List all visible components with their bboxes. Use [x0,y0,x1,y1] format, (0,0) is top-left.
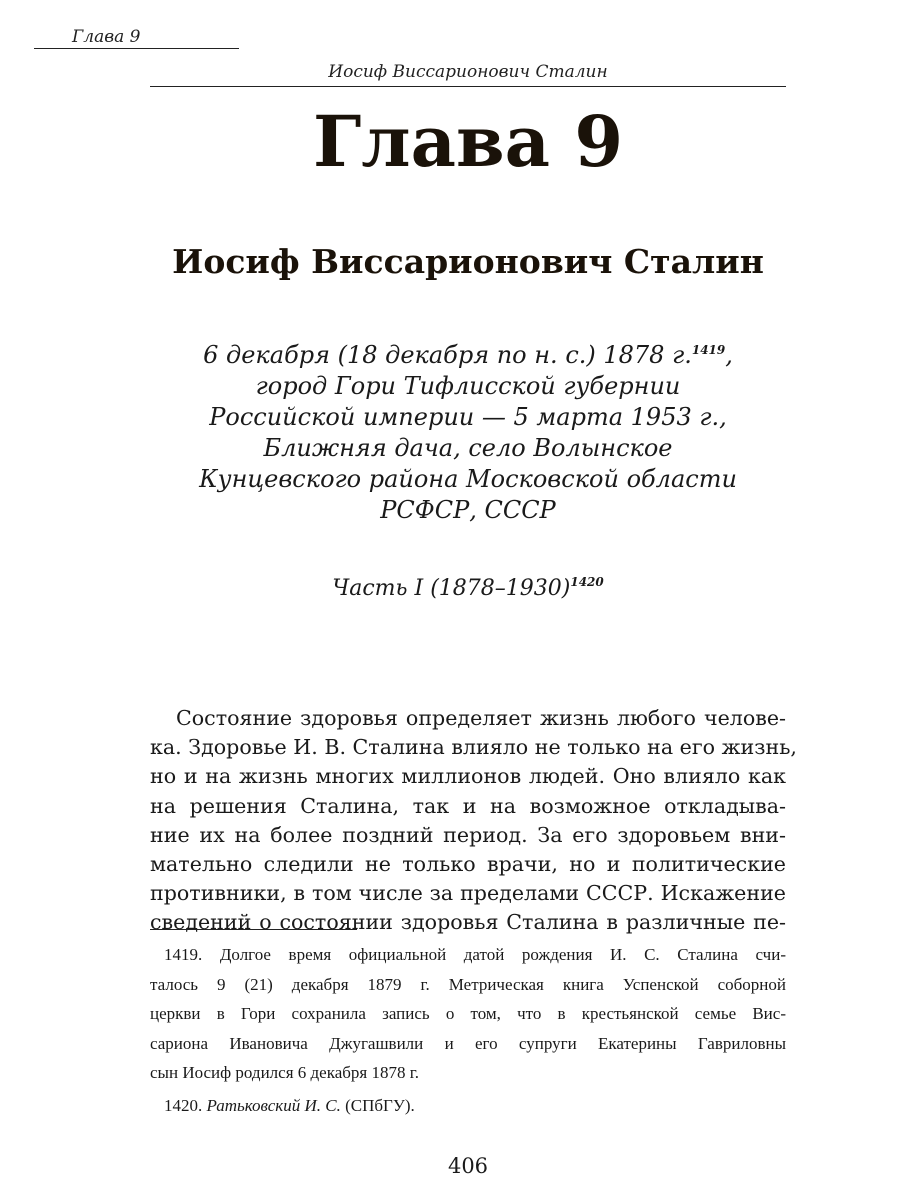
body-line: сведений о состоянии здоровья Сталина в различные пе- [150,910,786,935]
body-line: мательно следили не только врачи, но и политические [150,851,786,876]
footnote-1420: 1420. Ратьковский И. С. (СПбГУ). [164,1095,415,1115]
body-line: противники, в том числе за пределами СССР. Искажение [150,881,786,906]
footnote-line: талось 9 (21) декабря 1879 г. Метрическая книга Успенской соборной [150,974,786,994]
footnote-line: сын Иосиф родился 6 декабря 1878 г. [150,1063,420,1082]
chapter-subtitle-name: Иосиф Виссарионович Сталин [172,242,764,281]
chapter-title: Глава 9 [312,100,624,183]
footnote-line: 1419. Долгое время официальной датой рождения И. С. Сталина счи- [164,945,786,964]
body-line: но и на жизнь многих миллионов людей. Оно влияло как [150,764,786,789]
dates-line: РСФСР, СССР [380,496,556,524]
dates-line: Кунцевского района Московской области [199,465,737,493]
dates-line: Ближняя дача, село Волынское [263,434,673,462]
body-line: ка. Здоровье И. В. Сталина влияло не только на его жизнь, [150,735,797,760]
page-number: 406 [447,1154,489,1178]
part-title: Часть I (1878–1930)$^{1420}$ [332,575,604,601]
footnote-1419 [150,940,786,1088]
footnote-separator [150,929,357,930]
running-chapter-label: Глава 9 [72,27,141,47]
body-line: ние их на более поздний период. За его здоровьем вни- [150,822,786,847]
footnote-ref-1420[interactable]: 1420 [570,575,604,589]
header-left-rule [34,48,239,49]
footnote-line: сариона Ивановича Джугашвили и его супруги Екатерины Гавриловны [150,1033,786,1053]
footnotes-block [150,940,786,1120]
running-head-title: Иосиф Виссарионович Сталин [328,62,608,82]
body-paragraph [150,704,797,938]
header-rule [150,86,786,87]
footnote-line: церкви в Гори сохранила запись о том, что в крестьянской семье Вис- [150,1004,786,1023]
dates-line: 6 декабря (18 декабря по н. с.) 1878 г.$^{1419}$, [203,341,733,369]
dates-line: город Гори Тифлисской губернии [255,372,681,400]
dates-line: Российской империи — 5 марта 1953 г., [209,403,727,431]
footnote-ref-1419[interactable]: 1419 [691,343,726,357]
footnote-author: Ратьковский И. С. [206,1095,341,1115]
body-line: Состояние здоровья определяет жизнь любого челове- [176,706,786,730]
body-line: на решения Сталина, так и на возможное откладыва- [150,793,786,818]
life-dates-block [150,340,786,526]
